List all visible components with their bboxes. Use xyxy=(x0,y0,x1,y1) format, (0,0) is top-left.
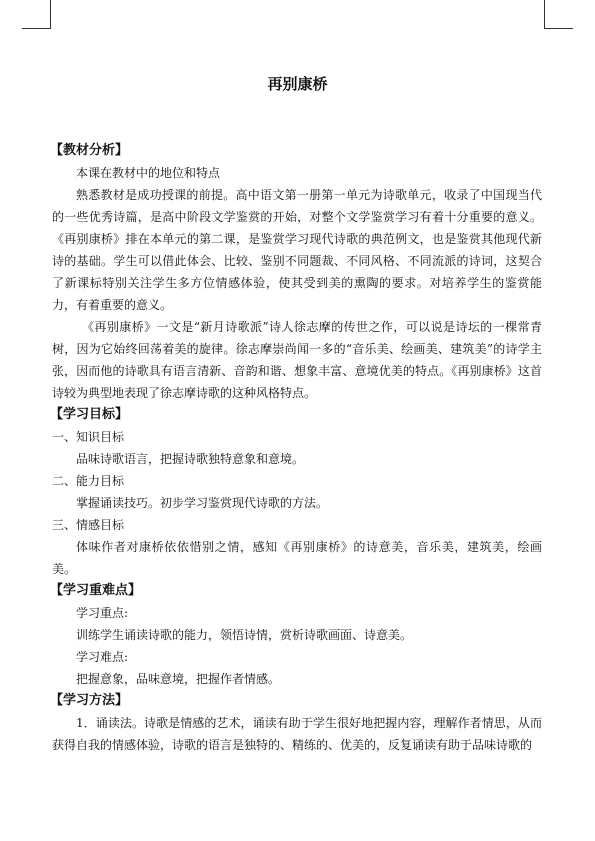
goal-ability-text: 掌握诵读技巧。初步学习鉴赏现代诗歌的方法。 xyxy=(76,496,329,510)
crop-mark-top-right xyxy=(544,0,573,29)
analysis-subtitle: 本课在教材中的地位和特点 xyxy=(76,166,221,180)
analysis-paragraph-1: 熟悉教材是成功授课的前提。高中语文第一册第一单元为诗歌单元，收录了中国现当代的一些优秀诗篇，是高中阶段文学鉴赏的开始，对整个文学鉴赏学习有着十分重要的意义。《再别康桥》排在本单元的第二课，是鉴赏学习现代诗歌的典范例文，也是鉴赏其他现代新诗的基础。学生可以借此体会、比较、鉴别不同题裁、不同风格、不同流派的诗词，这契合了新课标特别关注学生多方位情感体验，使其受到美的熏陶的要求。对培养学生的鉴赏能力，有着重要的意义。 xyxy=(52,188,542,312)
section-heading-keypoints: 【学习重难点】 xyxy=(50,583,142,598)
keypoint-focus-title: 学习重点: xyxy=(76,606,129,620)
keypoint-difficulty-text: 把握意象，品味意境，把握作者情感。 xyxy=(76,672,281,686)
method-reading: 1．诵读法。诗歌是情感的艺术，诵读有助于学生很好地把握内容，理解作者情思，从而获得自我的情感体验，诗歌的语言是独特的、精练的、优美的，反复诵读有助于品味诗歌的 xyxy=(52,716,542,752)
document-body xyxy=(52,140,542,756)
goal-knowledge-text: 品味诗歌语言，把握诗歌独特意象和意境。 xyxy=(76,452,305,466)
goal-ability-title: 二、能力目标 xyxy=(52,474,125,488)
keypoint-focus-text: 训练学生诵读诗歌的能力，领悟诗情，赏析诗歌画面、诗意美。 xyxy=(76,628,413,642)
crop-mark-top-left xyxy=(22,0,51,29)
section-heading-methods: 【学习方法】 xyxy=(50,693,129,708)
keypoint-difficulty-title: 学习难点: xyxy=(76,650,129,664)
section-heading-goals: 【学习目标】 xyxy=(50,407,129,422)
section-heading-analysis: 【教材分析】 xyxy=(50,143,129,158)
goal-emotion-text: 体味作者对康桥依依惜别之情，感知《再别康桥》的诗意美，音乐美，建筑美，绘画美。 xyxy=(52,540,542,576)
goal-knowledge-title: 一、知识目标 xyxy=(52,430,125,444)
document-title: 再别康桥 xyxy=(267,75,328,93)
analysis-paragraph-2: 《再别康桥》一文是“新月诗歌派”诗人徐志摩的传世之作，可以说是诗坛的一棵常青树，因为它始终回荡着美的旋律。徐志摩崇尚闻一多的“音乐美、绘画美、建筑美”的诗学主张，因而他的诗歌具有语言清新、音韵和谐、想象丰富、意境优美的特点。《再别康桥》这首诗较为典型地表现了徐志摩诗歌的这种风格特点。 xyxy=(52,320,542,400)
goal-emotion-title: 三、情感目标 xyxy=(52,518,125,532)
